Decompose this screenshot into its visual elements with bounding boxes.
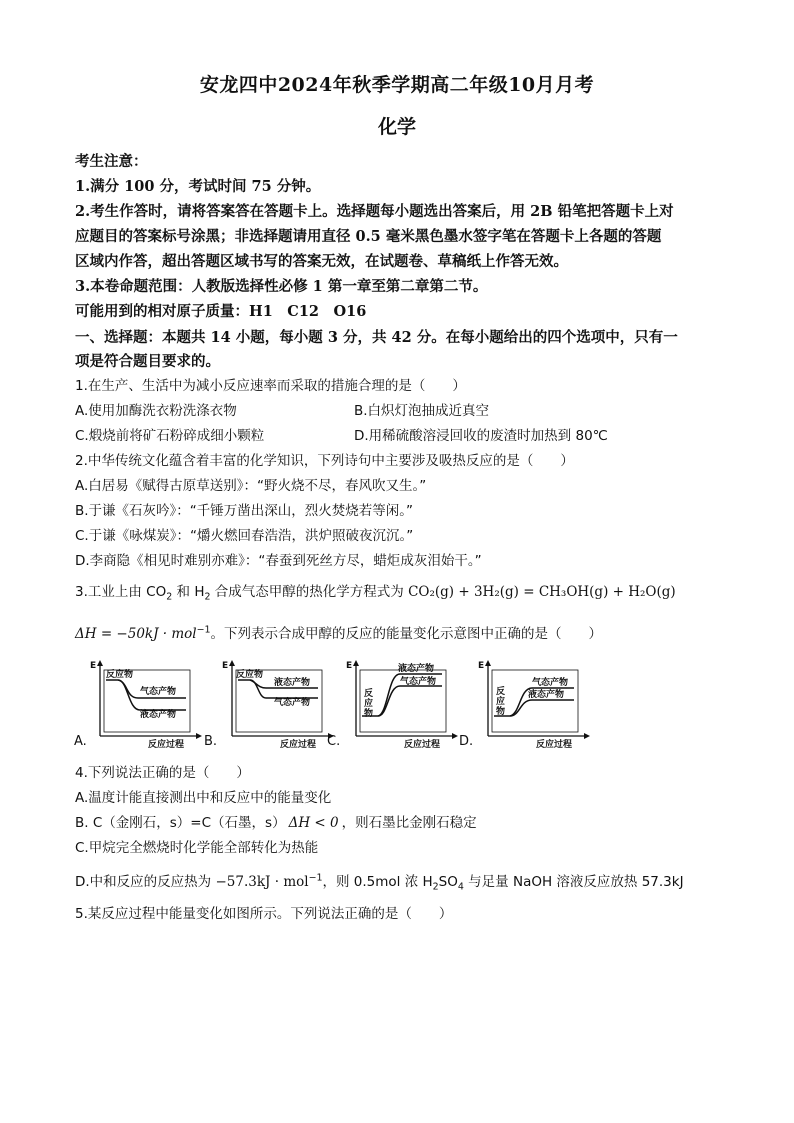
q1-option-c: C.煅烧前将矿石粉碎成细小颗粒: [75, 428, 265, 444]
q3-fig-c-liquid: 液态产物: [398, 664, 435, 674]
exam-subject: 化学: [377, 116, 416, 138]
q3-fig-d-liquid: 液态产物: [528, 690, 565, 700]
note-1: 1.满分 100 分，考试时间 75 分钟。: [75, 178, 321, 195]
q3-fig-c-reactant-3: 物: [364, 709, 374, 719]
q3-fig-d-reactant-1: 反: [496, 687, 506, 697]
q4-d-sup: −1: [308, 872, 323, 884]
q1-option-a: A.使用加酶洗衣粉洗涤衣物: [75, 403, 237, 419]
q4-option-b: [75, 811, 477, 831]
q3-figure-a: [88, 658, 203, 748]
q1-option-d: D.用稀硫酸溶浸回收的废渣时加热到 80℃: [354, 428, 608, 444]
q2-option-a: A.白居易《赋得古原草送别》：“野火烧不尽，春风吹又生。”: [75, 478, 427, 494]
q3-fig-a-y-axis: E: [90, 661, 97, 671]
q4-d-value: −57.3kJ · mol: [215, 874, 309, 890]
q3-stem: [75, 580, 676, 603]
q3-fig-a-liquid: 液态产物: [140, 710, 177, 720]
q3-fig-c-reactant-1: 反: [364, 689, 374, 699]
q4-d-part: ，则 0.5mol 浓 H: [322, 874, 433, 890]
section1-line2: 项是符合题目要求的。: [75, 353, 220, 370]
q4-d-part: 与足量 NaOH 溶液反应放热 57.3kJ: [463, 874, 684, 890]
q2-option-b: B.于谦《石灰吟》：“千锤万凿出深山，烈火焚烧若等闲。”: [75, 503, 414, 519]
q3-fig-c-gas: 气态产物: [400, 677, 437, 687]
q4-d-sub: 4: [457, 881, 464, 893]
q3-fig-b-liquid: 液态产物: [274, 678, 311, 688]
note-2-line2: 应题目的答案标号涂黑；非选择题请用直径 0.5 毫米黑色墨水签字笔在答题卡上各题的答题: [75, 228, 662, 245]
q4-b-part: ，则石墨比金刚石稳定: [341, 815, 477, 831]
q3-fig-d-gas: 气态产物: [532, 678, 569, 688]
q3-fig-a-gas: 气态产物: [140, 687, 177, 697]
q3-fig-d-y-axis: E: [478, 661, 485, 671]
q3-fig-a-x-axis: 反应过程: [148, 740, 185, 748]
q3-sup: −1: [196, 624, 211, 636]
q3-fig-b-y-axis: E: [222, 661, 229, 671]
q3-fig-d-reactant-2: 应: [496, 697, 506, 707]
q1-stem: 1.在生产、生活中为减小反应速率而采取的措施合理的是（ ）: [75, 378, 466, 394]
q3-delta-h: ΔH = −50kJ · mol: [75, 626, 197, 642]
note-2-line3: 区域内作答，超出答题区域书写的答案无效，在试题卷、草稿纸上作答无效。: [75, 253, 568, 270]
q4-option-c: C.甲烷完全燃烧时化学能全部转化为热能: [75, 840, 319, 856]
q4-stem: 4.下列说法正确的是（ ）: [75, 765, 250, 781]
q3-stem-part: 和 H: [172, 584, 205, 600]
q3-option-a-label: A.: [74, 734, 87, 749]
q2-stem: 2.中华传统文化蕴含着丰富的化学知识，下列诗句中主要涉及吸热反应的是（ ）: [75, 453, 574, 469]
q4-d-part: SO: [438, 874, 458, 890]
q1-option-b: B.白炽灯泡抽成近真空: [354, 403, 490, 419]
q3-fig-d-reactant-3: 物: [496, 707, 506, 717]
q3-stem-part: 合成气态甲醇的热化学方程式为: [210, 584, 409, 600]
q3-sub: 2: [204, 591, 211, 603]
q4-option-a: A.温度计能直接测出中和反应中的能量变化: [75, 790, 332, 806]
q3-fig-c-reactant-2: 应: [364, 699, 374, 709]
q3-line2-text: 。下列表示合成甲醇的反应的能量变化示意图中正确的是（ ）: [210, 626, 603, 642]
q5-stem: 5.某反应过程中能量变化如图所示。下列说法正确的是（ ）: [75, 906, 453, 922]
section1-line1: 一、选择题：本题共 14 小题，每小题 3 分，共 42 分。在每小题给出的四个选项中，只有一: [75, 329, 678, 346]
q3-line2: [75, 622, 602, 642]
q3-fig-d-x-axis: 反应过程: [536, 740, 573, 748]
q3-fig-b-x-axis: 反应过程: [280, 740, 317, 748]
q4-option-d: [75, 870, 684, 893]
note-3: 3.本卷命题范围：人教版选择性必修 1 第一章至第二章第二节。: [75, 278, 488, 295]
q3-figure-b: [220, 658, 335, 748]
notes-heading: 考生注意：: [75, 153, 148, 170]
q3-figure-d: [476, 658, 591, 748]
q3-fig-b-gas: 气态产物: [274, 698, 311, 708]
q3-fig-c-y-axis: E: [346, 661, 353, 671]
exam-title: 安龙四中2024年秋季学期高二年级10月月考: [199, 74, 595, 96]
q3-sub: 2: [166, 591, 173, 603]
q2-option-c: C.于谦《咏煤炭》：“爝火燃回春浩浩，洪炉照破夜沉沉。”: [75, 528, 414, 544]
q3-fig-a-reactant: 反应物: [106, 670, 134, 680]
q3-equation: CO₂(g) + 3H₂(g) = CH₃OH(g) + H₂O(g): [408, 584, 676, 600]
q2-option-d: D.李商隐《相见时难别亦难》：“春蚕到死丝方尽，蜡炬成灰泪始干。”: [75, 553, 482, 569]
q3-fig-c-x-axis: 反应过程: [404, 740, 441, 748]
q3-option-d-label: D.: [459, 734, 474, 749]
q3-stem-part: 3.工业上由 CO: [75, 584, 167, 600]
q3-option-c-label: C.: [327, 734, 341, 749]
q3-option-b-label: B.: [204, 734, 218, 749]
q4-b-part: B. C（金刚石，s）=C（石墨，s）: [75, 815, 286, 831]
q4-d-sub: 2: [432, 881, 439, 893]
atomic-masses: 可能用到的相对原子质量：H1 C12 O16: [75, 303, 367, 320]
q3-figure-c: [344, 658, 459, 748]
q3-fig-b-reactant: 反应物: [236, 670, 264, 680]
q4-d-part: D.中和反应的反应热为: [75, 874, 216, 890]
note-2-line1: 2.考生作答时，请将答案答在答题卡上。选择题每小题选出答案后，用 2B 铅笔把答题卡上对: [75, 203, 674, 220]
q4-b-dh: ΔH < 0: [288, 815, 339, 831]
